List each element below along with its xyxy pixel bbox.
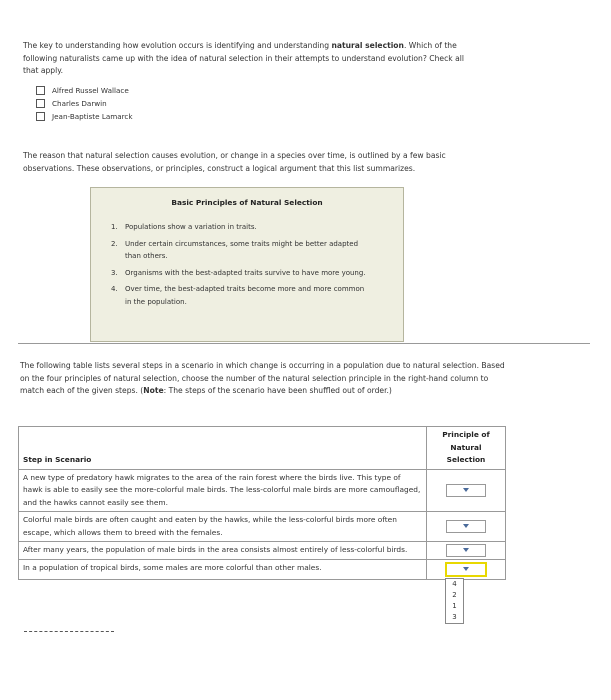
dropdown-option[interactable]: 3 xyxy=(452,613,457,621)
principles-list xyxy=(111,221,371,312)
dropdown-arrow-icon xyxy=(463,488,469,492)
table-row xyxy=(19,542,506,560)
question-1-prompt: The key to understanding how evolution occurs is identifying and understanding natural selection. Which of the following naturalists came up with the idea of natural selection in their attempts to understand evolution? Check all that apply. xyxy=(23,41,464,75)
principle-dropdown[interactable] xyxy=(446,484,486,497)
principles-panel-title: Basic Principles of Natural Selection xyxy=(171,198,323,207)
principle-item: 3. Organisms with the best-adapted traits survive to have more young. xyxy=(111,268,366,277)
section-divider xyxy=(18,343,590,344)
dropdown-option[interactable]: 4 xyxy=(452,580,457,588)
checkbox-darwin[interactable] xyxy=(36,99,45,108)
term-natural-selection: natural selection xyxy=(331,41,404,50)
principle-item: 2. Under certain circumstances, some traits might be better adapted than others. xyxy=(111,239,359,260)
scenario-step-text: In a population of tropical birds, some males are more colorful than other males. xyxy=(19,560,427,580)
table-row xyxy=(19,469,506,512)
checkbox-lamarck[interactable] xyxy=(36,112,45,121)
dropdown-option[interactable]: 2 xyxy=(452,591,457,599)
dashed-separator xyxy=(24,631,114,632)
column-header-principle: Principle of Natural Selection xyxy=(427,427,506,470)
dropdown-options-list xyxy=(445,578,464,624)
principle-item: 4. Over time, the best-adapted traits become more and more common in the population. xyxy=(111,285,365,306)
choice-lamarck[interactable]: Jean-Baptiste Lamarck xyxy=(36,110,133,123)
scenario-step-text: After many years, the population of male birds in the area consists almost entirely of less-colorful birds. xyxy=(19,542,427,560)
table-row xyxy=(19,560,506,580)
dropdown-arrow-icon xyxy=(463,524,469,528)
naturalist-checkbox-list xyxy=(36,84,133,123)
dropdown-option[interactable]: 1 xyxy=(452,602,457,610)
column-header-step: Step in Scenario xyxy=(19,427,427,470)
scenario-step-text: Colorful male birds are often caught and eaten by the hawks, while the less-colorful birds more often escape, which allows them to breed with the females. xyxy=(19,512,427,542)
principles-panel xyxy=(90,187,404,342)
choice-wallace[interactable]: Alfred Russel Wallace xyxy=(36,84,133,97)
question-2-prompt: The reason that natural selection causes evolution, or change in a species over time, is outlined by a few basic observations. These observations, or principles, construct a logical argument that this list summarizes. xyxy=(23,151,446,173)
dropdown-arrow-icon xyxy=(463,567,469,571)
scenario-step-text: A new type of predatory hawk migrates to the area of the rain forest where the birds live. This type of hawk is able to easily see the more-colorful male birds. The less-colorful male birds are more camouflaged, and the hawks cannot easily see them. xyxy=(19,469,427,512)
principle-item: 1. Populations show a variation in traits. xyxy=(111,223,257,231)
checkbox-wallace[interactable] xyxy=(36,86,45,95)
question-3-prompt: The following table lists several steps in a scenario in which change is occurring in a population due to natural selection. Based on the four principles of natural selection, choose the number of the natural selection principle in the right-hand column to match each of the given steps. (Note: The steps of the scenario have been shuffled out of order.) xyxy=(20,361,505,395)
principle-dropdown[interactable] xyxy=(446,544,486,557)
dropdown-arrow-icon xyxy=(463,548,469,552)
choice-darwin[interactable]: Charles Darwin xyxy=(36,97,133,110)
table-row xyxy=(19,512,506,542)
principle-dropdown-open[interactable] xyxy=(445,562,487,577)
principle-dropdown[interactable] xyxy=(446,520,486,533)
scenario-table xyxy=(18,426,506,580)
